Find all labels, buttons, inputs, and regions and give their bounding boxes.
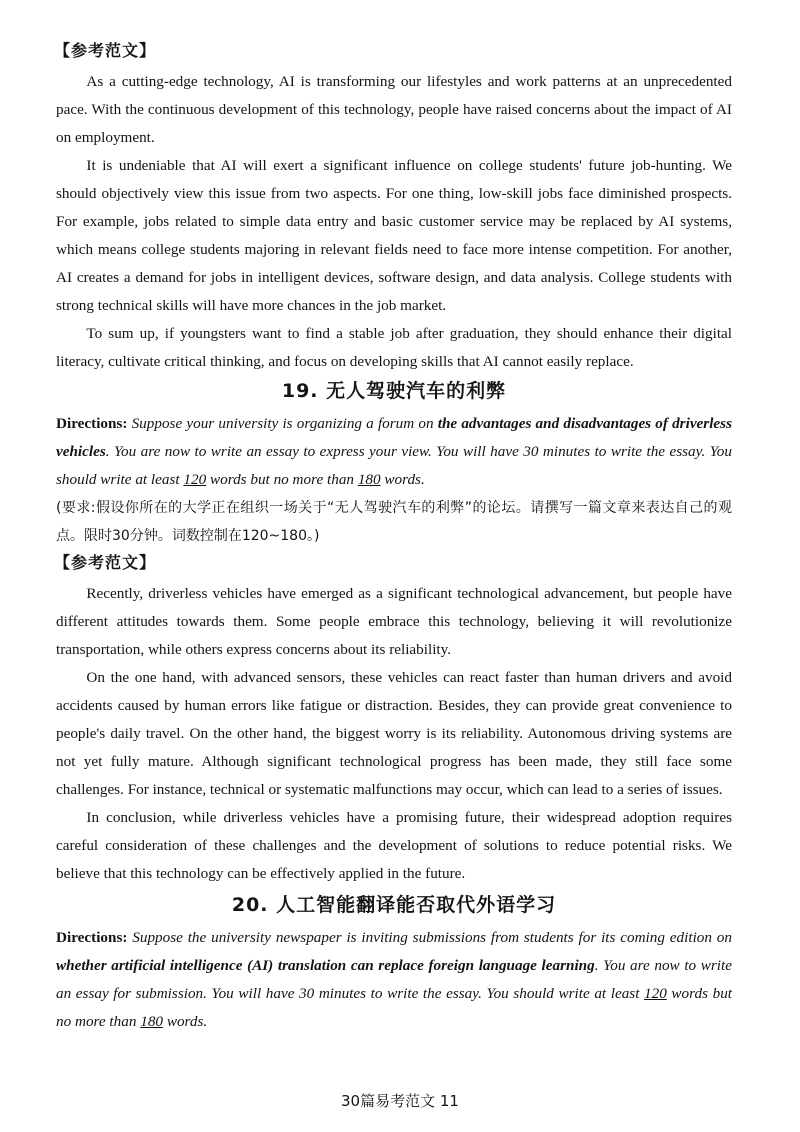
max-words: 180: [140, 1013, 164, 1030]
essay19-paragraph-3: In conclusion, while driverless vehicles have a promising future, their widespread adoption requires careful consideration of these challenges and the development of solutions to reduce potential risks. We believe that this technology can be effectively applied in the future.: [56, 809, 732, 882]
directions-text: . You are now to write an essay to express your view. You will have 30 minutes to write the essay. You should write at least: [56, 443, 732, 488]
directions-label: Directions:: [56, 929, 128, 946]
min-words: 120: [644, 985, 667, 1002]
page-footer: 30篇易考范文 11: [341, 1092, 459, 1110]
section-19-title: 19. 无人驾驶汽车的利弊: [281, 380, 507, 402]
section-20-directions: [56, 924, 732, 1036]
directions-text: Suppose the university newspaper is inviting submissions from students for its coming edition on: [127, 929, 732, 946]
directions-text: Suppose your university is organizing a forum on: [127, 415, 438, 432]
max-words: 180: [357, 471, 381, 488]
essay18-paragraph-2: It is undeniable that AI will exert a significant influence on college students' future job-hunting. We should objectively view this issue from two aspects. For one thing, low-skill jobs face diminished prospects. For example, jobs related to simple data entry and basic customer service may be replaced by AI systems, which means college students majoring in relevant fields need to face more intense competition. For another, AI creates a demand for jobs in intelligent devices, software design, and data analysis. College students with strong technical skills will have more chances in the job market.: [56, 157, 732, 314]
directions-label: Directions:: [56, 415, 128, 432]
directions-text: words but no more than: [206, 471, 358, 488]
document-page: [56, 40, 732, 1036]
section-19-requirement: (要求:假设你所在的大学正在组织一场关于“无人驾驶汽车的利弊”的论坛。请撰写一篇文章来表达自己的观点。限时30分钟。词数控制在120~180。): [56, 500, 732, 544]
directions-text: . You are now to write an essay for submission. You will have 30 minutes to write the essay. You should write at least: [56, 957, 732, 1002]
min-words: 120: [183, 471, 207, 488]
essay18-paragraph-1: As a cutting-edge technology, AI is transforming our lifestyles and work patterns at an unprecedented pace. With the continuous development of this technology, people have raised concerns about the impact of AI on employment.: [56, 73, 732, 146]
directions-text: words.: [380, 471, 425, 488]
essay19-paragraph-2: On the one hand, with advanced sensors, these vehicles can react faster than human drivers and avoid accidents caused by human errors like fatigue or distraction. Besides, they can provide great convenience to people's daily travel. On the other hand, the biggest worry is its reliability. Autonomous driving systems are not yet fully mature. Although significant technological progress has been made, they still face some challenges. For instance, technical or systematic malfunctions may occur, which can lead to a series of issues.: [56, 669, 732, 798]
directions-text: words.: [163, 1013, 208, 1030]
directions-text: words but no more than: [56, 985, 733, 1030]
sample-essay-heading: 【参考范文】: [54, 553, 157, 572]
sample-essay-heading: 【参考范文】: [54, 41, 157, 60]
essay19-paragraph-1: Recently, driverless vehicles have emerged as a significant technological advancement, but people have different attitudes towards them. Some people embrace this technology, believing it will revolutionize transportation, while others express concerns about its reliability.: [56, 585, 732, 658]
section-19-directions: [56, 410, 732, 494]
essay18-paragraph-3: To sum up, if youngsters want to find a stable job after graduation, they should enhance their digital literacy, cultivate critical thinking, and focus on developing skills that AI cannot easily replace.: [56, 325, 732, 370]
directions-topic: the advantages and disadvantages of driverless vehicles: [56, 415, 732, 460]
section-20-title: 20. 人工智能翻译能否取代外语学习: [231, 894, 557, 916]
directions-topic: whether artificial intelligence (AI) translation can replace foreign language learning: [56, 957, 595, 974]
